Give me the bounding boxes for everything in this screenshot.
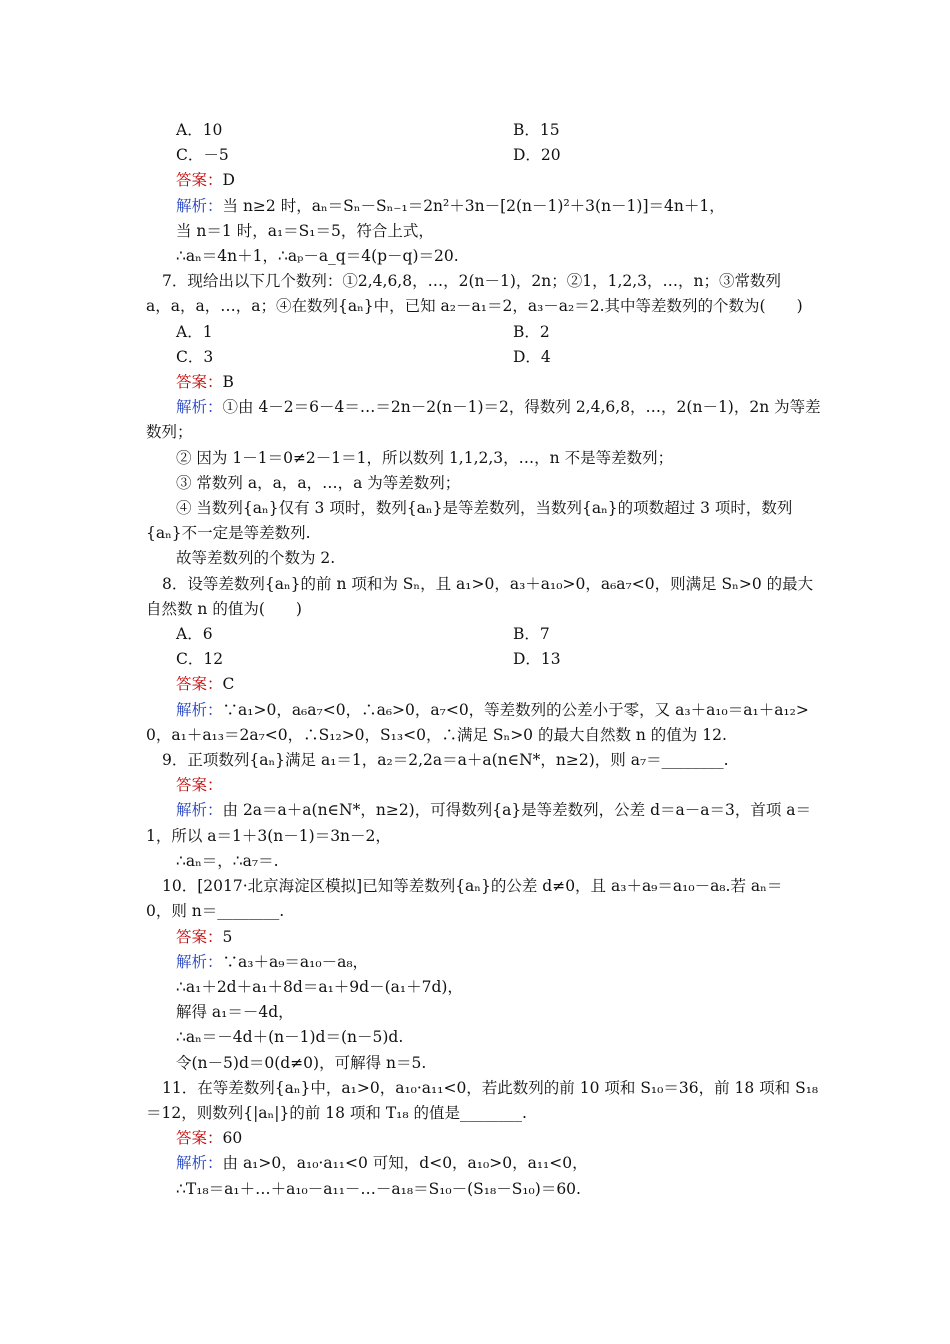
q10-analysis-line-1 [146,950,811,975]
q10-analysis-line-3: 解得 a₁＝－4d， [176,1003,294,1022]
q11-analysis-line-2: ∴T₁₈＝a₁＋…＋a₁₀－a₁₁－…－a₁₈＝S₁₀－(S₁₈－S₁₀)＝60. [176,1179,581,1198]
q7-analysis-line-7: 故等差数列的个数为 2. [176,549,336,568]
q9-stem-line-1: 9．正项数列{aₙ}满足 a₁＝1，a₂＝2,2a＝a＋a(n∈N*，n≥2)，则 a₇＝________. [162,751,729,770]
q7-options-row-1 [146,320,811,345]
q8-stem-line-2: 自然数 n 的值为( ) [146,599,302,618]
answer-label: 答案： [176,171,223,190]
q9-analysis-line-1 [146,798,811,823]
q10-answer [146,925,811,950]
answer-value: D [222,171,235,190]
q8-options-row-2 [146,647,811,672]
q6-analysis-line-1 [146,194,811,219]
q8-option-c: C．12 [176,650,224,669]
q7-analysis-line-5: ④ 当数列{aₙ}仅有 3 项时，数列{aₙ}是等差数列，当数列{aₙ}的项数超过 3 项时，数列 [176,499,793,518]
q7-stem-line-1: 7．现给出以下几个数列：①2,4,6,8，…，2(n－1)，2n；②1，1,2,3，…，n；③常数列 [162,272,782,291]
analysis-label: 解析： [176,801,223,820]
q7-analysis-line-1 [146,395,821,420]
q6-option-d: D．20 [513,146,561,165]
q7-answer [146,370,811,395]
q8-stem-line-1: 8．设等差数列{aₙ}的前 n 项和为 Sₙ，且 a₁>0，a₃＋a₁₀>0，a₆a₇<0，则满足 Sₙ>0 的最大 [162,574,814,593]
answer-value: 60 [222,1129,243,1148]
q7-option-b: B．2 [513,322,550,341]
analysis-label: 解析： [176,1154,223,1173]
q7-analysis-line-4: ③ 常数列 a，a，a，…，a 为等差数列； [176,473,461,492]
analysis-text: 当 n≥2 时，aₙ＝Sₙ－Sₙ₋₁＝2n²＋3n－[2(n－1)²＋3(n－1)]＝4n＋1， [222,196,725,215]
q11-stem-line-1: 11．在等差数列{aₙ}中，a₁>0，a₁₀·a₁₁<0，若此数列的前 10 项和 S₁₀＝36，前 18 项和 S₁₈ [162,1078,819,1097]
q7-options-row-2 [146,345,811,370]
q7-option-d: D．4 [513,347,551,366]
answer-value: C [222,675,235,694]
q9-analysis-line-2: 1，所以 a＝1＋3(n－1)＝3n－2， [146,826,391,845]
analysis-text: ∵a₃＋a₉＝a₁₀－a₈， [222,952,369,971]
q6-analysis-line-3: ∴aₙ＝4n＋1，∴aₚ－a_q＝4(p－q)＝20. [176,247,459,266]
q10-analysis-line-2: ∴a₁＋2d＋a₁＋8d＝a₁＋9d－(a₁＋7d)， [176,977,463,996]
answer-label: 答案： [176,927,223,946]
q8-options-row-1 [146,622,811,647]
q8-answer [146,672,811,697]
q11-answer [146,1126,811,1151]
q7-analysis-line-3: ② 因为 1－1＝0≠2－1＝1，所以数列 1,1,2,3，…，n 不是等差数列； [176,448,674,467]
q8-option-a: A．6 [176,625,213,644]
q9-answer [146,773,811,798]
q8-analysis-line-1 [146,698,811,723]
q10-analysis-line-5: 令(n－5)d＝0(d≠0)，可解得 n＝5. [176,1053,427,1072]
document-page [146,118,821,1202]
q6-option-a: A．10 [176,121,223,139]
analysis-label: 解析： [176,952,223,971]
answer-value: 5 [222,927,233,946]
analysis-text: 由 2a＝a＋a(n∈N*，n≥2)，可得数列{a}是等差数列，公差 d＝a－a＝3，首项 a＝ [222,801,812,820]
q10-analysis-line-4: ∴aₙ＝－4d＋(n－1)d＝(n－5)d. [176,1028,404,1047]
analysis-label: 解析： [176,700,223,719]
answer-value: B [222,373,234,392]
q9-analysis-line-3: ∴aₙ＝，∴a₇＝. [176,851,279,870]
q8-option-b: B．7 [513,625,550,644]
q7-option-a: A．1 [176,322,213,341]
analysis-label: 解析： [176,398,223,417]
answer-label: 答案： [176,776,223,795]
q6-option-b: B．15 [513,121,560,139]
q7-analysis-line-6: {aₙ}不一定是等差数列. [146,524,311,543]
q6-options-row-2 [146,143,811,168]
analysis-label: 解析： [176,196,223,215]
q6-option-c: C．－5 [176,146,229,165]
answer-label: 答案： [176,675,223,694]
q11-stem-line-2: ＝12，则数列{|aₙ|}的前 18 项和 T₁₈ 的值是________. [146,1103,527,1122]
answer-label: 答案： [176,1129,223,1148]
q8-analysis-line-2: 0，a₁＋a₁₃＝2a₇<0，∴S₁₂>0，S₁₃<0，∴满足 Sₙ>0 的最大自然数 n 的值为 12. [146,725,727,744]
q6-options-row-1 [146,118,811,143]
q10-stem-line-2: 0，则 n＝________. [146,902,285,921]
q10-stem-line-1: 10．[2017·北京海淀区模拟]已知等差数列{aₙ}的公差 d≠0，且 a₃＋a₉＝a₁₀－a₈.若 aₙ＝ [162,877,783,896]
q6-answer [146,168,811,193]
q11-analysis-line-1 [146,1151,811,1176]
answer-label: 答案： [176,373,223,392]
q7-analysis-line-2: 数列； [146,423,193,442]
q6-analysis-line-2: 当 n＝1 时，a₁＝S₁＝5，符合上式， [176,221,434,240]
q7-stem-line-2: a，a，a，…，a；④在数列{aₙ}中，已知 a₂－a₁＝2，a₃－a₂＝2.其中等差数列的个数为( ) [146,297,803,316]
q7-option-c: C．3 [176,347,214,366]
analysis-text: ①由 4－2＝6－4＝…＝2n－2(n－1)＝2，得数列 2,4,6,8，…，2(n－1)，2n 为等差 [222,398,821,417]
q8-option-d: D．13 [513,650,561,669]
analysis-text: ∵a₁>0，a₆a₇<0，∴a₆>0，a₇<0，等差数列的公差小于零，又 a₃＋a₁₀＝a₁＋a₁₂> [222,700,809,719]
analysis-text: 由 a₁>0，a₁₀·a₁₁<0 可知，d<0，a₁₀>0，a₁₁<0， [222,1154,588,1173]
